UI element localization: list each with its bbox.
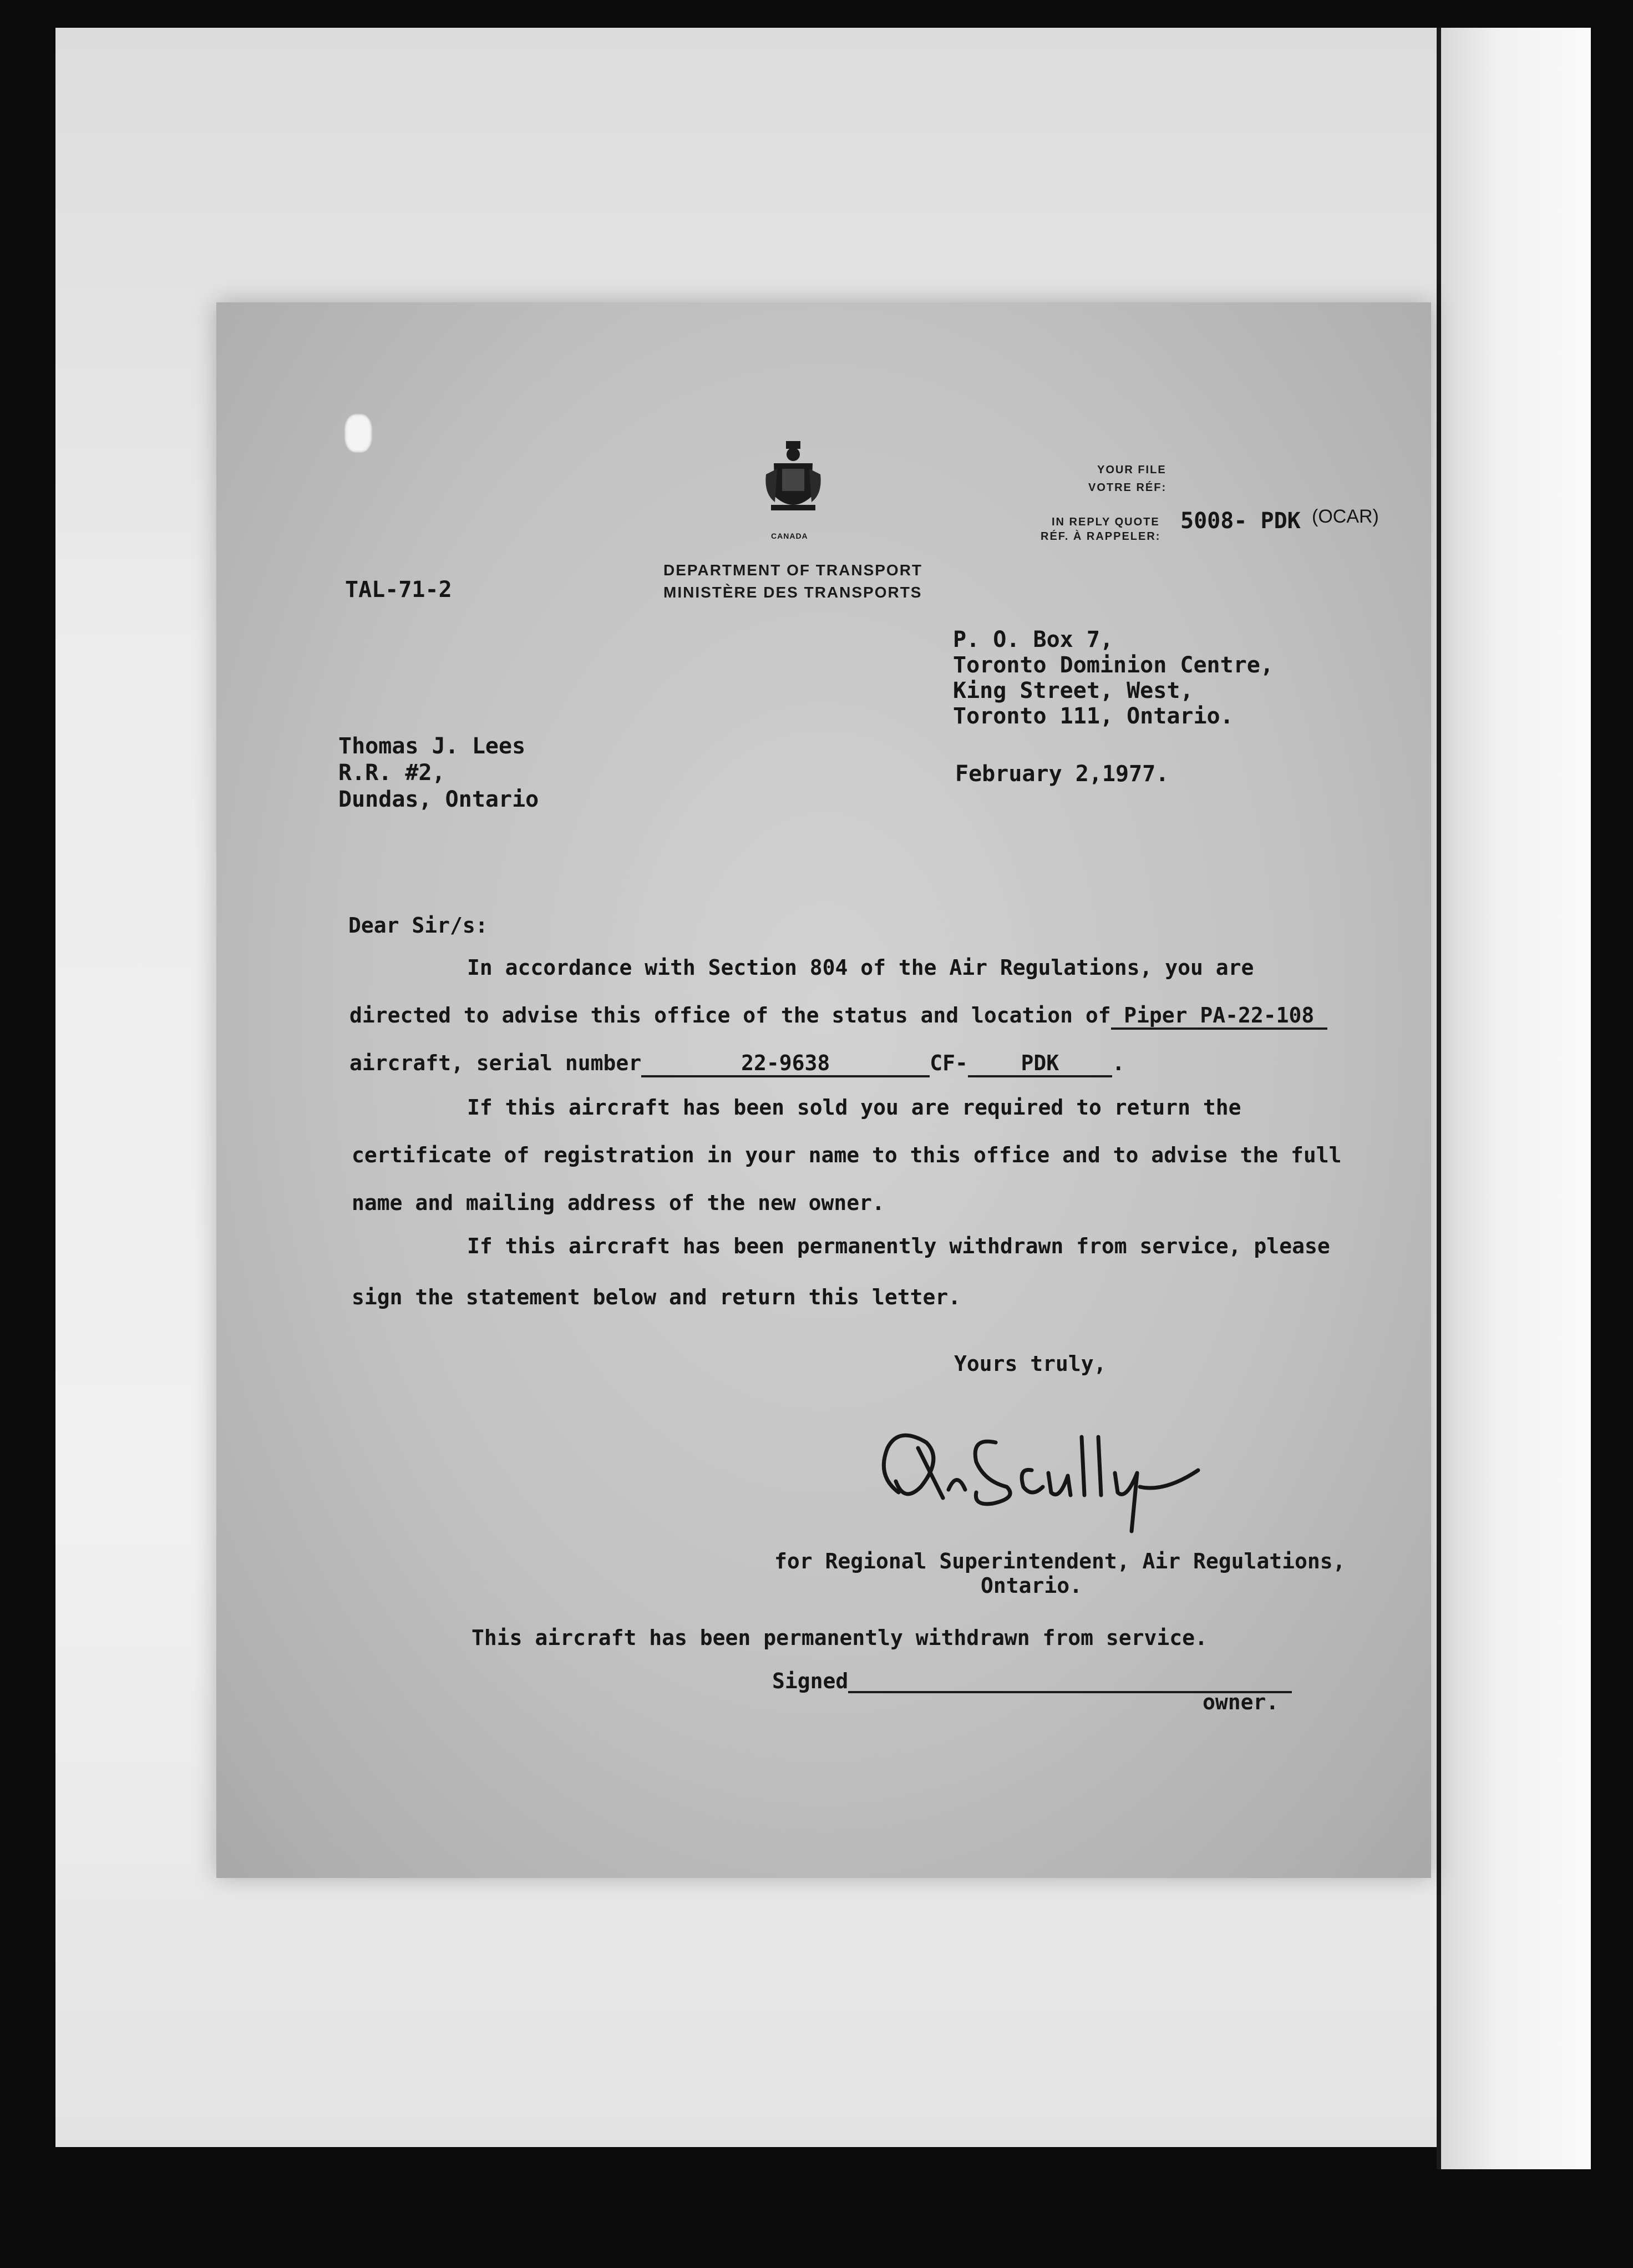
sender-address-line: Toronto 111, Ontario.: [953, 703, 1234, 729]
signatory-line: Ontario.: [981, 1573, 1083, 1598]
body-line: If this aircraft has been sold you are required to return the: [467, 1095, 1241, 1120]
recipient-line: Dundas, Ontario: [338, 787, 539, 812]
your-file-fr: VOTRE RÉF:: [1088, 482, 1167, 494]
body-line: In accordance with Section 804 of the Air Regulations, you are: [467, 955, 1254, 980]
sender-address-line: Toronto Dominion Centre,: [953, 652, 1274, 678]
reply-quote-fr: RÉF. À RAPPELER:: [1041, 530, 1161, 543]
department-en: DEPARTMENT OF TRANSPORT: [663, 561, 923, 579]
body-line: directed to advise this office of the status and location of Piper PA-22-108: [349, 1003, 1327, 1030]
punch-hole: [344, 413, 373, 453]
reply-quote-note: (OCAR): [1312, 506, 1379, 527]
owner-label: owner.: [1203, 1690, 1279, 1714]
body-line: If this aircraft has been permanently withdrawn from service, please: [467, 1234, 1330, 1258]
body-line: aircraft, serial number 22-9638 CF- PDK .: [349, 1051, 1125, 1077]
reply-quote-value: 5008- PDK: [1180, 508, 1301, 534]
recipient-line: R.R. #2,: [338, 760, 445, 786]
sender-address-line: King Street, West,: [953, 678, 1194, 703]
handwritten-signature: [865, 1404, 1220, 1548]
closing: Yours truly,: [954, 1351, 1107, 1376]
canada-crest-icon: [763, 441, 824, 524]
signatory-line: for Regional Superintendent, Air Regulations,: [774, 1549, 1346, 1573]
department-fr: MINISTÈRE DES TRANSPORTS: [663, 584, 922, 601]
body-line: certificate of registration in your name to this office and to advise the full: [352, 1143, 1342, 1167]
recipient-line: Thomas J. Lees: [338, 733, 526, 759]
crest-label: CANADA: [771, 531, 808, 540]
your-file-en: YOUR FILE: [1097, 464, 1167, 476]
serial-number-field: 22-9638: [641, 1051, 930, 1077]
body-line: name and mailing address of the new owner.: [352, 1191, 885, 1215]
withdrawn-statement: This aircraft has been permanently withdrawn from service.: [471, 1626, 1208, 1650]
signed-line: Signed: [772, 1669, 1292, 1693]
reply-quote-en: IN REPLY QUOTE: [1052, 516, 1160, 528]
file-code: TAL-71-2: [345, 577, 452, 603]
registration-field: PDK: [968, 1051, 1112, 1077]
mount-edge: [1437, 28, 1591, 2169]
body-line: sign the statement below and return this letter.: [352, 1285, 961, 1309]
aircraft-type-field: Piper PA-22-108: [1111, 1003, 1327, 1030]
letter-date: February 2,1977.: [955, 761, 1169, 787]
sender-address-line: P. O. Box 7,: [953, 627, 1113, 652]
salutation: Dear Sir/s:: [348, 913, 488, 938]
